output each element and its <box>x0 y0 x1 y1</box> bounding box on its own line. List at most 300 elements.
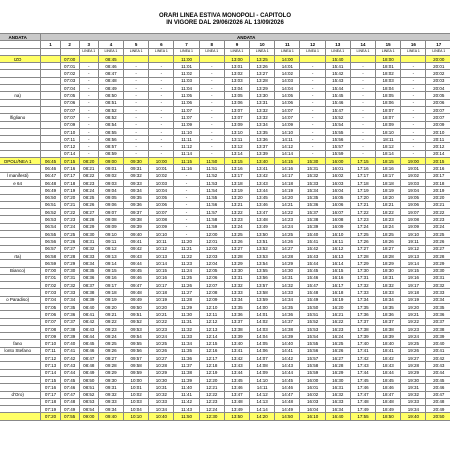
stop-name <box>0 355 41 362</box>
time-cell: 10:30 <box>149 376 174 383</box>
time-cell: 11:11 <box>174 136 199 143</box>
time-cell: 10:04 <box>149 187 174 194</box>
time-cell: 12:01 <box>199 238 224 245</box>
time-cell: 08:27 <box>79 209 98 216</box>
table-row <box>0 187 450 194</box>
time-cell: 13:25 <box>250 55 275 62</box>
time-cell: 14:05 <box>250 340 275 347</box>
time-cell: 15:57 <box>325 143 350 150</box>
time-cell: - <box>149 136 174 143</box>
time-cell: 14:47 <box>275 391 300 398</box>
time-cell: 11:28 <box>174 296 199 303</box>
time-cell: 14:12 <box>250 391 275 398</box>
time-cell: 13:09 <box>224 121 249 128</box>
time-cell: - <box>350 70 375 77</box>
time-cell: 09:07 <box>98 209 123 216</box>
time-cell: - <box>174 231 199 238</box>
time-cell: 10:10 <box>149 231 174 238</box>
time-cell: 07:07 <box>60 106 79 113</box>
time-cell: - <box>401 70 426 77</box>
time-cell: 07:48 <box>60 398 79 405</box>
time-cell: 18:38 <box>376 325 401 332</box>
time-cell: 18:23 <box>376 216 401 223</box>
stop-name <box>0 311 41 318</box>
time-cell: 18:09 <box>376 121 401 128</box>
time-cell: 07:13 <box>41 362 60 369</box>
time-cell: 11:51 <box>199 165 224 172</box>
table-row <box>0 311 450 318</box>
time-cell: 18:34 <box>376 296 401 303</box>
time-cell: 17:22 <box>350 209 375 216</box>
time-cell: 08:56 <box>98 136 123 143</box>
time-cell: 14:18 <box>275 179 300 186</box>
time-cell: 20:23 <box>426 216 450 223</box>
time-cell: 07:17 <box>41 391 60 398</box>
time-cell: - <box>149 63 174 70</box>
time-cell: 06:53 <box>41 216 60 223</box>
time-cell: 15:34 <box>300 187 325 194</box>
time-cell: 14:37 <box>275 318 300 325</box>
time-cell: 13:47 <box>250 209 275 216</box>
time-cell: 07:22 <box>60 209 79 216</box>
time-cell <box>79 55 98 62</box>
time-cell: 20:21 <box>426 201 450 208</box>
time-cell: 18:19 <box>376 187 401 194</box>
time-cell: 11:50 <box>199 158 224 165</box>
time-cell: 20:04 <box>426 85 450 92</box>
time-cell: 09:39 <box>124 223 149 230</box>
time-cell: 12:15 <box>199 340 224 347</box>
time-cell: 19:22 <box>401 318 426 325</box>
time-cell: - <box>79 70 98 77</box>
time-cell: 13:16 <box>224 165 249 172</box>
time-cell: - <box>199 85 224 92</box>
time-cell: - <box>79 106 98 113</box>
stop-name: o Paradiso) <box>0 296 41 303</box>
time-cell: 07:10 <box>41 340 60 347</box>
stop-name <box>0 362 41 369</box>
time-cell: 11:04 <box>174 85 199 92</box>
time-cell: 16:12 <box>325 245 350 252</box>
run-number: 15 <box>376 41 401 48</box>
table-row <box>0 143 450 150</box>
time-cell: 13:15 <box>224 158 249 165</box>
time-cell: 14:39 <box>275 333 300 340</box>
time-cell: 19:07 <box>401 209 426 216</box>
time-cell: 14:09 <box>275 121 300 128</box>
time-cell: 19:12 <box>401 245 426 252</box>
time-cell <box>41 63 60 70</box>
time-cell: 18:04 <box>376 85 401 92</box>
time-cell: 13:34 <box>224 296 249 303</box>
time-cell: 17:26 <box>350 238 375 245</box>
time-cell: 08:47 <box>79 355 98 362</box>
time-cell: 18:18 <box>376 179 401 186</box>
time-cell: 07:37 <box>60 318 79 325</box>
time-cell: 07:14 <box>41 369 60 376</box>
time-cell: 08:20 <box>79 158 98 165</box>
time-cell: 10:14 <box>149 260 174 267</box>
time-cell: 11:26 <box>174 282 199 289</box>
time-cell: - <box>124 92 149 99</box>
time-cell: 09:19 <box>98 296 123 303</box>
time-cell: 20:16 <box>426 165 450 172</box>
stop-name <box>0 70 41 77</box>
time-cell: 19:34 <box>401 406 426 413</box>
time-cell: 11:07 <box>174 106 199 113</box>
time-cell: 11:09 <box>174 121 199 128</box>
time-cell <box>124 55 149 62</box>
time-cell: 09:58 <box>124 362 149 369</box>
linea-label-row <box>0 48 450 55</box>
time-cell: 07:28 <box>60 252 79 259</box>
time-cell: 19:13 <box>401 252 426 259</box>
time-cell: 19:23 <box>401 325 426 332</box>
time-cell: 14:15 <box>275 158 300 165</box>
time-cell: 10:00 <box>124 376 149 383</box>
time-cell: 09:21 <box>98 311 123 318</box>
time-cell: 12:08 <box>199 289 224 296</box>
time-cell: 13:42 <box>250 172 275 179</box>
time-cell: 14:00 <box>250 303 275 310</box>
time-cell: 08:22 <box>79 172 98 179</box>
stop-name <box>0 333 41 340</box>
time-cell: 13:56 <box>250 274 275 281</box>
time-cell: 17:45 <box>350 376 375 383</box>
time-cell: 07:12 <box>41 355 60 362</box>
time-cell: 19:19 <box>401 296 426 303</box>
time-cell: 13:10 <box>224 128 249 135</box>
time-cell: - <box>401 114 426 121</box>
table-row <box>0 128 450 135</box>
time-cell: 16:30 <box>325 376 350 383</box>
time-cell: 14:02 <box>275 70 300 77</box>
time-cell: 14:44 <box>275 369 300 376</box>
time-cell: - <box>401 121 426 128</box>
time-cell: 10:40 <box>149 413 174 420</box>
time-cell: 08:32 <box>79 245 98 252</box>
time-cell: 20:25 <box>426 231 450 238</box>
time-cell: 09:45 <box>124 267 149 274</box>
time-cell: 09:55 <box>124 340 149 347</box>
linea-label: LINEA 1 <box>149 48 174 55</box>
time-cell: 12:05 <box>199 267 224 274</box>
time-cell: 20:17 <box>426 172 450 179</box>
time-cell: 15:46 <box>325 99 350 106</box>
time-cell: 19:33 <box>401 398 426 405</box>
time-cell: 07:01 <box>41 274 60 281</box>
time-cell: 13:06 <box>224 99 249 106</box>
time-cell: 07:06 <box>41 311 60 318</box>
time-cell: 12:04 <box>199 260 224 267</box>
time-cell: 13:37 <box>224 318 249 325</box>
table-row <box>0 318 450 325</box>
time-cell <box>41 55 60 62</box>
time-cell: 15:35 <box>300 194 325 201</box>
time-cell: 18:36 <box>376 311 401 318</box>
time-cell: 11:35 <box>174 347 199 354</box>
time-cell: 14:22 <box>275 209 300 216</box>
time-cell: 13:39 <box>250 150 275 157</box>
table-row <box>0 252 450 259</box>
time-cell: 18:12 <box>376 143 401 150</box>
time-cell: 14:19 <box>275 187 300 194</box>
time-cell: 12:02 <box>199 245 224 252</box>
time-cell: 19:26 <box>401 347 426 354</box>
time-cell: 19:30 <box>401 376 426 383</box>
time-cell: 20:37 <box>426 318 450 325</box>
time-cell: 20:01 <box>426 63 450 70</box>
time-cell: 10:27 <box>149 355 174 362</box>
time-cell: 20:32 <box>426 282 450 289</box>
time-cell: 20:48 <box>426 398 450 405</box>
time-cell: 13:42 <box>224 355 249 362</box>
time-cell: - <box>401 77 426 84</box>
time-cell: 18:14 <box>376 150 401 157</box>
table-row <box>0 63 450 70</box>
stop-name <box>0 282 41 289</box>
table-row <box>0 260 450 267</box>
time-cell: 15:41 <box>300 238 325 245</box>
time-cell: 09:18 <box>98 289 123 296</box>
time-cell: 09:33 <box>98 398 123 405</box>
time-cell: 16:28 <box>325 362 350 369</box>
time-cell: 13:57 <box>250 282 275 289</box>
time-cell: 11:29 <box>174 303 199 310</box>
time-cell: 12:17 <box>199 355 224 362</box>
time-cell: 12:19 <box>199 369 224 376</box>
stop-name <box>0 77 41 84</box>
stop-name: na) <box>0 92 41 99</box>
time-cell: 09:47 <box>124 282 149 289</box>
linea-label: LINEA 1 <box>199 48 224 55</box>
time-cell: 10:28 <box>149 362 174 369</box>
time-cell: 09:29 <box>98 369 123 376</box>
time-cell: 09:10 <box>98 231 123 238</box>
time-cell: 18:45 <box>376 376 401 383</box>
time-cell: 11:34 <box>174 340 199 347</box>
time-cell: 13:59 <box>250 296 275 303</box>
time-cell: 16:04 <box>300 406 325 413</box>
time-cell: 17:25 <box>350 231 375 238</box>
time-cell: - <box>350 114 375 121</box>
time-cell: 20:40 <box>426 340 450 347</box>
linea-label: LINEA 1 <box>426 48 450 55</box>
linea-label <box>41 48 60 55</box>
time-cell: - <box>174 201 199 208</box>
time-cell: 09:13 <box>98 252 123 259</box>
time-cell: 07:46 <box>60 384 79 391</box>
time-cell: 11:32 <box>174 325 199 332</box>
time-cell: 13:18 <box>224 179 249 186</box>
time-cell: 10:19 <box>149 296 174 303</box>
time-cell: 18:10 <box>376 128 401 135</box>
time-cell: 16:00 <box>325 158 350 165</box>
time-cell: 07:05 <box>60 92 79 99</box>
time-cell: 07:08 <box>41 325 60 332</box>
time-cell: - <box>401 106 426 113</box>
stop-name: e 64 <box>0 179 41 186</box>
time-cell: - <box>149 128 174 135</box>
time-cell: 20:19 <box>426 187 450 194</box>
time-cell: 11:03 <box>174 77 199 84</box>
time-cell: 13:36 <box>250 136 275 143</box>
time-cell: 09:30 <box>98 376 123 383</box>
time-cell: 10:07 <box>149 209 174 216</box>
time-cell: - <box>300 99 325 106</box>
time-cell: 08:29 <box>79 223 98 230</box>
time-cell: 14:29 <box>275 260 300 267</box>
time-cell: 16:31 <box>325 384 350 391</box>
time-cell: 06:51 <box>41 201 60 208</box>
time-cell: 15:48 <box>300 289 325 296</box>
stop-name <box>0 245 41 252</box>
time-cell <box>41 143 60 150</box>
time-cell: 07:42 <box>60 355 79 362</box>
time-cell: - <box>199 143 224 150</box>
stop-name: OPOLI/NEA 1 <box>0 158 41 165</box>
stop-name: Bianco) <box>0 267 41 274</box>
time-cell: - <box>149 99 174 106</box>
time-cell: 18:28 <box>376 252 401 259</box>
timetable-title <box>0 0 450 33</box>
time-cell: 09:03 <box>98 179 123 186</box>
time-cell: 19:01 <box>401 165 426 172</box>
time-cell: 17:38 <box>350 325 375 332</box>
time-cell: 15:52 <box>325 114 350 121</box>
time-cell: 13:49 <box>224 406 249 413</box>
time-cell: 19:00 <box>401 158 426 165</box>
time-cell: 09:31 <box>124 165 149 172</box>
time-cell: 14:38 <box>275 325 300 332</box>
time-cell: 09:53 <box>124 325 149 332</box>
time-cell: 07:02 <box>60 70 79 77</box>
time-cell: 20:49 <box>426 406 450 413</box>
stop-name <box>0 63 41 70</box>
time-cell: 13:00 <box>224 55 249 62</box>
time-cell: 14:00 <box>275 55 300 62</box>
stop-name <box>0 384 41 391</box>
time-cell: 08:42 <box>79 318 98 325</box>
time-cell: 20:20 <box>426 194 450 201</box>
time-cell: 09:26 <box>98 347 123 354</box>
time-cell: 20:14 <box>426 150 450 157</box>
time-cell: 13:54 <box>250 260 275 267</box>
time-cell: 07:04 <box>60 85 79 92</box>
table-row <box>0 369 450 376</box>
time-cell <box>41 85 60 92</box>
stop-name <box>0 121 41 128</box>
time-cell: 14:07 <box>275 114 300 121</box>
time-cell: 10:15 <box>149 267 174 274</box>
time-cell: 09:37 <box>124 209 149 216</box>
time-cell: - <box>79 77 98 84</box>
time-cell: 19:28 <box>401 362 426 369</box>
time-cell: 09:24 <box>98 333 123 340</box>
time-cell: 14:04 <box>250 333 275 340</box>
stop-name <box>0 398 41 405</box>
time-cell: 20:05 <box>426 92 450 99</box>
table-row <box>0 384 450 391</box>
time-cell: 07:14 <box>60 150 79 157</box>
time-cell: 13:12 <box>224 143 249 150</box>
time-cell: - <box>174 216 199 223</box>
time-cell: 13:32 <box>250 106 275 113</box>
time-cell: 16:27 <box>325 355 350 362</box>
time-cell: 18:02 <box>376 70 401 77</box>
time-cell: 19:18 <box>401 289 426 296</box>
time-cell: - <box>124 136 149 143</box>
time-cell: 20:07 <box>426 114 450 121</box>
time-cell: 20:15 <box>426 158 450 165</box>
time-cell: - <box>199 92 224 99</box>
direction-header-row <box>0 34 450 41</box>
time-cell: 14:41 <box>275 347 300 354</box>
time-cell: 09:36 <box>124 201 149 208</box>
time-cell: 06:46 <box>41 165 60 172</box>
time-cell: 14:42 <box>275 355 300 362</box>
time-cell: 10:17 <box>149 282 174 289</box>
table-row <box>0 216 450 223</box>
linea-label: LINEA 1 <box>275 48 300 55</box>
time-cell: 07:11 <box>60 136 79 143</box>
time-cell: 11:42 <box>174 398 199 405</box>
stop-name: IZO <box>0 55 41 62</box>
time-cell: 12:30 <box>199 413 224 420</box>
time-cell: 15:30 <box>300 158 325 165</box>
time-cell: 20:11 <box>426 136 450 143</box>
table-row <box>0 114 450 121</box>
time-cell: 14:01 <box>250 311 275 318</box>
time-cell: 19:21 <box>401 311 426 318</box>
time-cell: 09:32 <box>98 391 123 398</box>
table-row <box>0 274 450 281</box>
time-cell: 18:35 <box>376 303 401 310</box>
stop-name: l manifesti) <box>0 172 41 179</box>
time-cell: 08:54 <box>79 406 98 413</box>
time-cell: 10:05 <box>149 194 174 201</box>
time-cell: 15:31 <box>300 165 325 172</box>
table-row <box>0 347 450 354</box>
time-cell: 10:09 <box>149 223 174 230</box>
time-cell: 14:28 <box>275 252 300 259</box>
time-cell: 08:21 <box>79 165 98 172</box>
time-cell: 17:41 <box>350 347 375 354</box>
time-cell: 07:16 <box>60 165 79 172</box>
time-cell: 11:01 <box>174 63 199 70</box>
time-cell: 17:55 <box>350 413 375 420</box>
time-cell: 17:17 <box>350 172 375 179</box>
time-cell: 14:07 <box>275 106 300 113</box>
time-cell: 11:37 <box>174 362 199 369</box>
time-cell: - <box>350 121 375 128</box>
stop-name <box>0 165 41 172</box>
corner-label: ANDATA <box>0 34 41 41</box>
time-cell: 16:34 <box>325 406 350 413</box>
time-cell: 17:19 <box>350 187 375 194</box>
time-cell: - <box>124 143 149 150</box>
time-cell: 09:41 <box>124 238 149 245</box>
time-cell: 13:44 <box>250 187 275 194</box>
time-cell: 15:49 <box>300 296 325 303</box>
time-cell: 16:18 <box>325 289 350 296</box>
time-cell: - <box>300 70 325 77</box>
stop-name <box>0 99 41 106</box>
time-cell: 13:45 <box>224 376 249 383</box>
time-cell: 15:41 <box>325 63 350 70</box>
time-cell: 10:12 <box>149 245 174 252</box>
run-number-row <box>0 41 450 48</box>
